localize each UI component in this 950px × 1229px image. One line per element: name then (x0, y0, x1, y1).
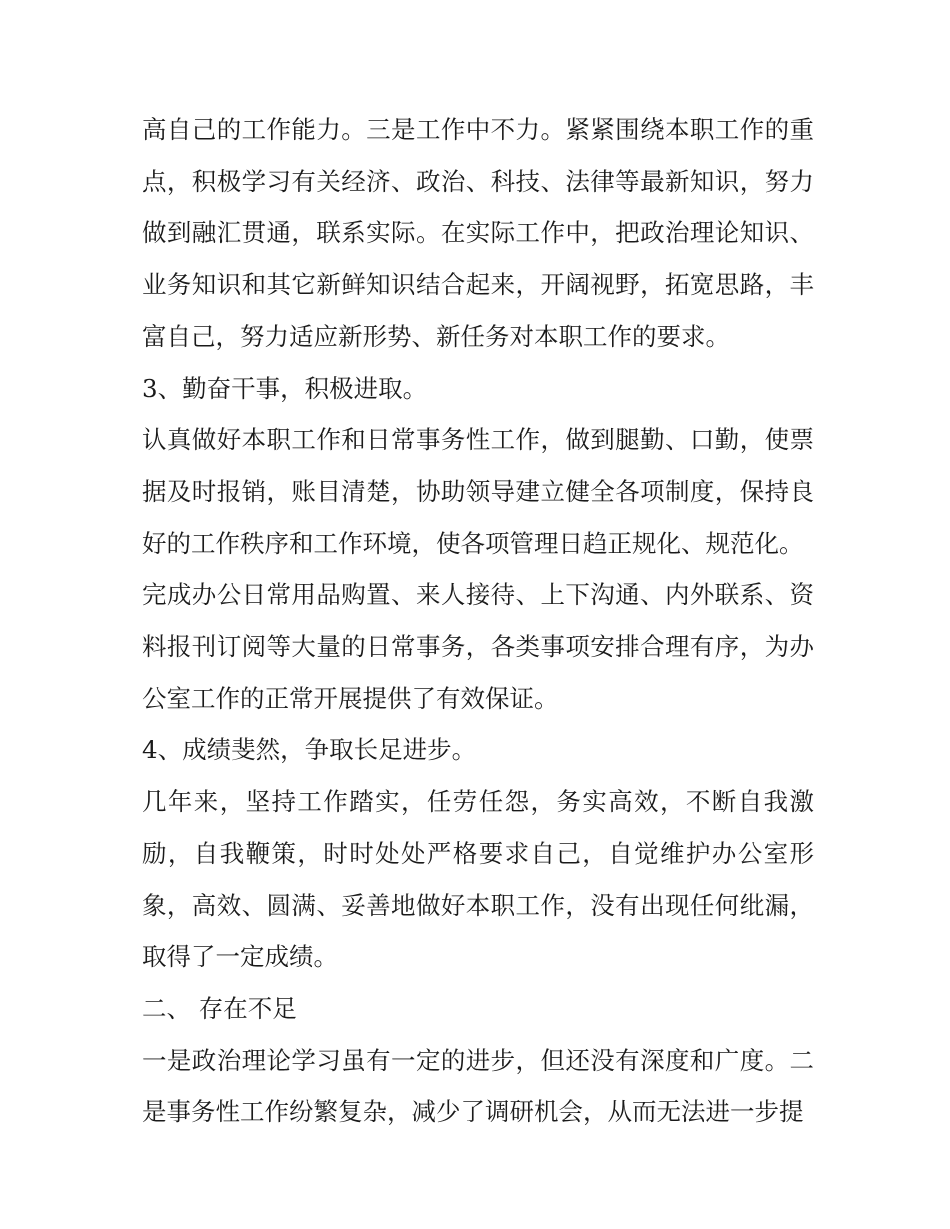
document-body (142, 104, 814, 1138)
section-heading-4: 4、成绩斐然，争取长足进步。 (142, 735, 477, 765)
body-paragraph: 一是政治理论学习虽有一定的进步，但还没有深度和广度。二是事务性工作纷繁复杂，减少了调研机会，从而无法进一步提 (142, 1045, 814, 1127)
body-paragraph: 高自己的工作能力。三是工作中不力。紧紧围绕本职工作的重点，积极学习有关经济、政治、科技、法律等最新知识，努力做到融汇贯通，联系实际。在实际工作中，把政治理论知识、业务知识和其它新鲜知识结合起来，开阔视野，拓宽思路，丰富自己，努力适应新形势、新任务对本职工作的要求。 (142, 115, 814, 351)
section-heading-shortcomings: 二、 存在不足 (142, 993, 297, 1023)
body-paragraph: 认真做好本职工作和日常事务性工作，做到腿勤、口勤，使票据及时报销，账目清楚，协助领导建立健全各项制度，保持良好的工作秩序和工作环境，使各项管理日趋正规化、规范化。 (142, 425, 814, 558)
body-paragraph: 完成办公日常用品购置、来人接待、上下沟通、内外联系、资料报刊订阅等大量的日常事务，各类事项安排合理有序，为办公室工作的正常开展提供了有效保证。 (142, 580, 814, 713)
section-heading-3: 3、勤奋干事，积极进取。 (142, 373, 428, 403)
body-paragraph: 几年来，坚持工作踏实，任劳任怨，务实高效，不断自我激励，自我鞭策，时时处处严格要求自己，自觉维护办公室形象，高效、圆满、妥善地做好本职工作，没有出现任何纰漏，取得了一定成绩。 (142, 787, 814, 972)
